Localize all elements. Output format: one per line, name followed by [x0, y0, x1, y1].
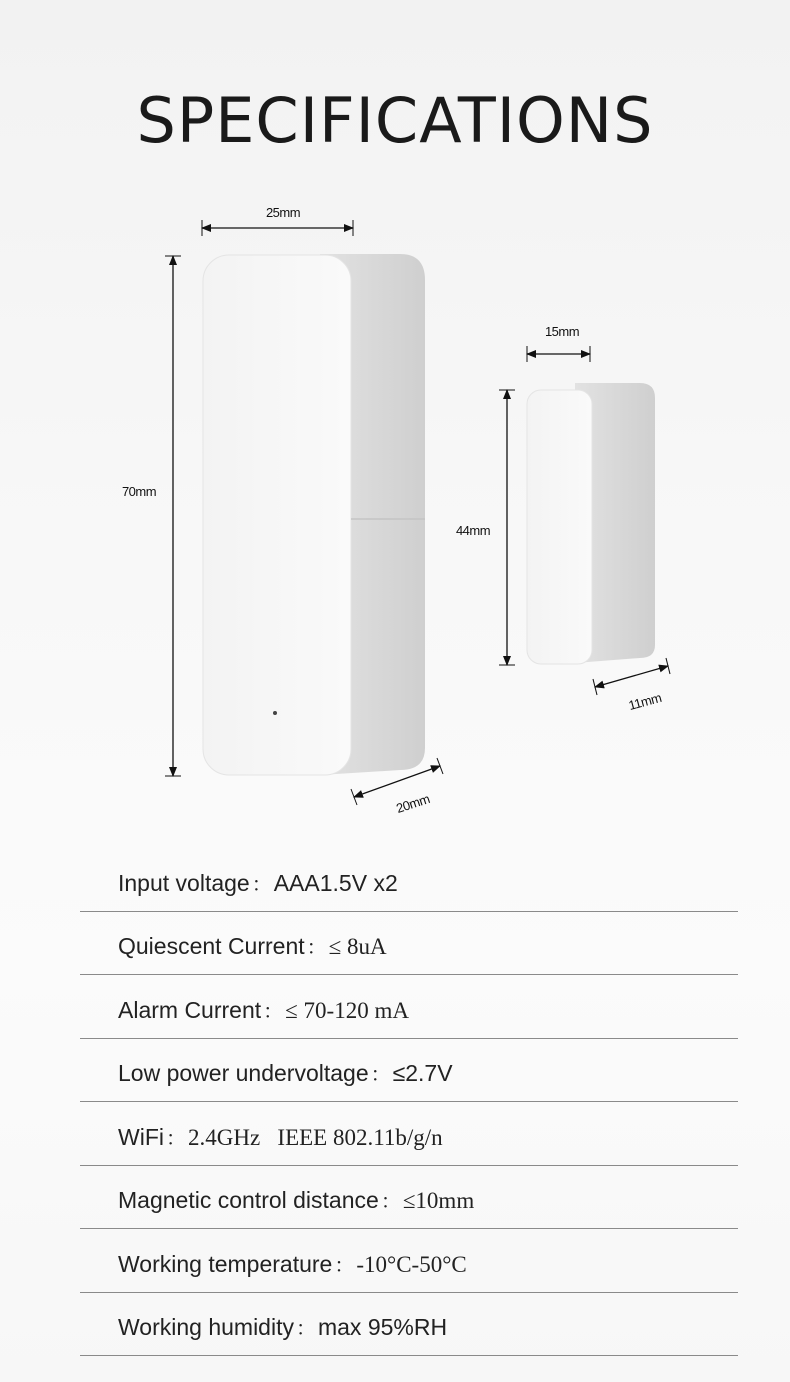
product-dimension-diagram [0, 190, 790, 830]
magnet-height-label: 44mm [455, 523, 491, 538]
spec-separator: ： [165, 1125, 186, 1150]
spec-label: Alarm Current [118, 996, 262, 1023]
main-height-label: 70mm [121, 484, 157, 499]
spec-value: 2.4GHz IEEE 802.11b/g/n [187, 1124, 443, 1150]
spec-row-working-temperature [80, 1229, 738, 1293]
magnet-part [527, 383, 655, 664]
main-sensor [203, 254, 425, 775]
spec-label: Quiescent Current [118, 933, 305, 959]
spec-separator: ： [380, 1189, 401, 1213]
spec-row-working-humidity [80, 1293, 738, 1357]
spec-row-low-power-undervoltage [80, 1039, 738, 1103]
magnet-front [527, 390, 592, 664]
spec-label: Low power undervoltage [118, 1060, 369, 1086]
magnet-depth-label: 11mm [626, 689, 663, 714]
spec-list [80, 848, 738, 1356]
spec-label: Magnetic control distance [118, 1187, 379, 1213]
spec-row-input-voltage [80, 848, 738, 912]
spec-value: ≤2.7V [392, 1060, 453, 1086]
spec-label: Working humidity [118, 1314, 294, 1340]
main-width-label: 25mm [265, 205, 301, 220]
spec-value: -10°C-50°C [356, 1251, 467, 1277]
spec-separator: ： [263, 998, 284, 1023]
main-depth-tick-left [351, 789, 357, 805]
main-depth-label: 20mm [394, 791, 432, 816]
led-indicator [273, 711, 277, 715]
spec-value: AAA1.5V x2 [273, 869, 398, 896]
spec-row-wifi [80, 1102, 738, 1166]
spec-value: ≤ 70-120 mA [285, 997, 409, 1023]
main-depth-tick-right [437, 758, 443, 774]
spec-separator: ： [295, 1316, 316, 1340]
spec-row-quiescent-current [80, 912, 738, 976]
spec-value: ≤10mm [402, 1188, 475, 1213]
spec-value: max 95%RH [317, 1314, 448, 1340]
spec-separator: ： [370, 1062, 391, 1086]
spec-row-magnetic-control-distance [80, 1166, 738, 1230]
spec-separator: ： [334, 1252, 355, 1277]
magnet-depth-arrow [595, 666, 668, 687]
spec-label: Working temperature [118, 1250, 333, 1277]
spec-label: WiFi [118, 1123, 164, 1150]
magnet-width-label: 15mm [544, 324, 580, 339]
spec-value: ≤ 8uA [328, 934, 387, 959]
spec-separator: ： [251, 871, 272, 896]
spec-label: Input voltage [118, 869, 250, 896]
spec-row-alarm-current [80, 975, 738, 1039]
spec-separator: ： [306, 935, 327, 959]
main-sensor-front [203, 255, 351, 775]
page-title: SPECIFICATIONS [136, 84, 654, 157]
